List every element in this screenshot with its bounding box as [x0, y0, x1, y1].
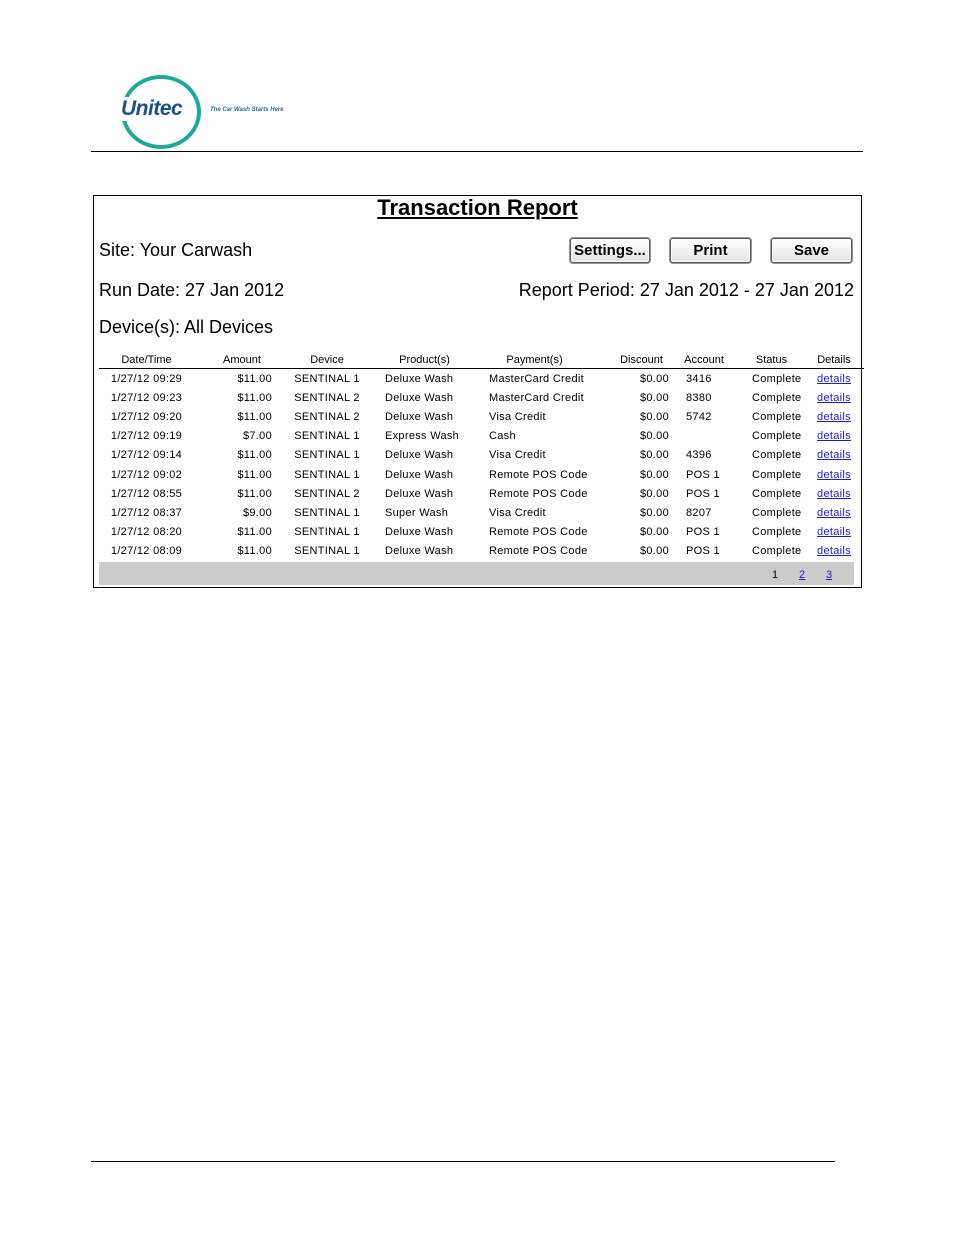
- cell-status: Complete: [752, 410, 802, 423]
- cell-discount: $0.00: [639, 468, 669, 481]
- cell-details: [804, 446, 864, 465]
- cell-payment: MasterCard Credit: [489, 391, 584, 404]
- footer-divider: [91, 1161, 835, 1162]
- cell-details: [804, 388, 864, 407]
- cell-date-time: 1/27/12 09:20: [110, 410, 183, 423]
- print-button[interactable]: Print: [670, 238, 751, 263]
- cell-account: POS 1: [686, 545, 720, 558]
- cell-amount: $11.00: [237, 372, 272, 385]
- details-link[interactable]: details: [817, 526, 851, 539]
- cell-product: Deluxe Wash: [385, 487, 454, 500]
- table-row: [99, 484, 864, 503]
- cell-device: SENTINAL 1: [294, 372, 360, 385]
- details-link[interactable]: details: [817, 410, 851, 423]
- cell-discount: $0.00: [639, 506, 669, 519]
- table-header-row: [99, 351, 864, 369]
- table-row: [99, 388, 864, 407]
- cell-details: [804, 523, 864, 542]
- cell-status: Complete: [752, 372, 802, 385]
- header-status[interactable]: Status: [739, 351, 804, 369]
- cell-details: [804, 407, 864, 426]
- details-link[interactable]: details: [817, 506, 851, 519]
- cell-amount: $11.00: [237, 391, 272, 404]
- report-title: Transaction Report: [377, 195, 578, 220]
- report-period-label: Report Period: 27 Jan 2012 - 27 Jan 2012: [518, 280, 854, 300]
- cell-device: SENTINAL 1: [294, 545, 360, 558]
- cell-amount: $11.00: [237, 410, 272, 423]
- table-row: [99, 446, 864, 465]
- cell-status: Complete: [752, 506, 802, 519]
- transactions-table: [99, 351, 864, 561]
- save-button[interactable]: Save: [771, 238, 852, 263]
- page-link-3[interactable]: 3: [826, 569, 833, 581]
- cell-payment: Cash: [489, 430, 516, 443]
- cell-product: Deluxe Wash: [385, 526, 454, 539]
- cell-amount: $11.00: [237, 449, 272, 462]
- page-link-2[interactable]: 2: [799, 569, 806, 581]
- cell-discount: $0.00: [639, 545, 669, 558]
- cell-payment: Visa Credit: [489, 449, 546, 462]
- cell-details: [804, 369, 864, 389]
- page-current: 1: [772, 569, 779, 581]
- logo-wordmark: Unitec: [121, 97, 183, 120]
- header-date-time[interactable]: Date/Time: [99, 351, 194, 369]
- cell-status: Complete: [752, 526, 802, 539]
- header-amount[interactable]: Amount: [194, 351, 272, 369]
- details-link[interactable]: details: [817, 430, 851, 443]
- table-row: [99, 465, 864, 484]
- cell-account: 5742: [686, 410, 712, 423]
- cell-status: Complete: [752, 449, 802, 462]
- details-link[interactable]: details: [817, 449, 851, 462]
- cell-amount: $9.00: [242, 506, 272, 519]
- cell-account: 8380: [686, 391, 712, 404]
- cell-account: 8207: [686, 506, 712, 519]
- cell-payment: Remote POS Code: [489, 487, 588, 500]
- details-link[interactable]: details: [817, 545, 851, 558]
- cell-amount: $7.00: [242, 430, 272, 443]
- cell-device: SENTINAL 1: [294, 449, 360, 462]
- cell-date-time: 1/27/12 09:29: [110, 372, 183, 385]
- cell-product: Deluxe Wash: [385, 545, 454, 558]
- cell-discount: $0.00: [639, 372, 669, 385]
- table-row: [99, 542, 864, 561]
- cell-account: POS 1: [686, 468, 720, 481]
- cell-discount: $0.00: [639, 410, 669, 423]
- cell-device: SENTINAL 2: [294, 487, 360, 500]
- header-products[interactable]: Product(s): [382, 351, 467, 369]
- cell-amount: $11.00: [237, 545, 272, 558]
- cell-details: [804, 542, 864, 561]
- cell-date-time: 1/27/12 08:20: [110, 526, 183, 539]
- cell-account: POS 1: [686, 487, 720, 500]
- cell-date-time: 1/27/12 08:55: [110, 487, 183, 500]
- header-device[interactable]: Device: [272, 351, 382, 369]
- cell-product: Deluxe Wash: [385, 410, 454, 423]
- cell-date-time: 1/27/12 08:37: [110, 506, 183, 519]
- header-discount[interactable]: Discount: [602, 351, 669, 369]
- cell-discount: $0.00: [639, 391, 669, 404]
- cell-payment: MasterCard Credit: [489, 372, 584, 385]
- cell-discount: $0.00: [639, 487, 669, 500]
- cell-status: Complete: [752, 391, 802, 404]
- cell-product: Deluxe Wash: [385, 391, 454, 404]
- site-label: Site: Your Carwash: [99, 240, 253, 260]
- cell-payment: Remote POS Code: [489, 468, 588, 481]
- cell-product: Deluxe Wash: [385, 372, 454, 385]
- cell-status: Complete: [752, 430, 802, 443]
- cell-payment: Remote POS Code: [489, 526, 588, 539]
- cell-device: SENTINAL 1: [294, 506, 360, 519]
- cell-status: Complete: [752, 468, 802, 481]
- unitec-logo: [118, 73, 308, 149]
- details-link[interactable]: details: [817, 372, 851, 385]
- cell-payment: Visa Credit: [489, 506, 546, 519]
- devices-label: Device(s): All Devices: [99, 317, 274, 337]
- cell-date-time: 1/27/12 09:19: [110, 430, 183, 443]
- logo-tagline: The Car Wash Starts Here: [210, 107, 284, 113]
- cell-product: Express Wash: [385, 430, 460, 443]
- cell-account: 4396: [686, 449, 712, 462]
- cell-date-time: 1/27/12 08:09: [110, 545, 183, 558]
- cell-account: 3416: [686, 372, 712, 385]
- cell-device: SENTINAL 2: [294, 391, 360, 404]
- pagination-bar: [99, 562, 854, 585]
- table-row: [99, 369, 864, 389]
- cell-payment: Visa Credit: [489, 410, 546, 423]
- cell-discount: $0.00: [639, 430, 669, 443]
- header-details: Details: [804, 351, 864, 369]
- cell-date-time: 1/27/12 09:23: [110, 391, 183, 404]
- cell-status: Complete: [752, 545, 802, 558]
- cell-details: [804, 427, 864, 446]
- cell-date-time: 1/27/12 09:14: [110, 449, 183, 462]
- cell-discount: $0.00: [639, 449, 669, 462]
- cell-details: [804, 484, 864, 503]
- details-link[interactable]: details: [817, 391, 851, 404]
- cell-details: [804, 465, 864, 484]
- table-row: [99, 503, 864, 522]
- cell-payment: Remote POS Code: [489, 545, 588, 558]
- cell-discount: $0.00: [639, 526, 669, 539]
- cell-device: SENTINAL 1: [294, 468, 360, 481]
- cell-status: Complete: [752, 487, 802, 500]
- transaction-report-window: [93, 195, 862, 588]
- details-link[interactable]: details: [817, 468, 851, 481]
- settings-button[interactable]: Settings...: [570, 238, 650, 263]
- details-link[interactable]: details: [817, 487, 851, 500]
- cell-amount: $11.00: [237, 487, 272, 500]
- header-account[interactable]: Account: [669, 351, 739, 369]
- cell-device: SENTINAL 2: [294, 410, 360, 423]
- cell-product: Super Wash: [385, 506, 449, 519]
- cell-details: [804, 503, 864, 522]
- cell-device: SENTINAL 1: [294, 526, 360, 539]
- header-divider: [91, 151, 863, 152]
- cell-date-time: 1/27/12 09:02: [110, 468, 183, 481]
- table-row: [99, 427, 864, 446]
- header-payments[interactable]: Payment(s): [467, 351, 602, 369]
- cell-account: POS 1: [686, 526, 720, 539]
- table-row: [99, 407, 864, 426]
- run-date-label: Run Date: 27 Jan 2012: [99, 280, 285, 300]
- table-row: [99, 523, 864, 542]
- cell-account: [669, 427, 739, 446]
- cell-product: Deluxe Wash: [385, 449, 454, 462]
- cell-device: SENTINAL 1: [294, 430, 360, 443]
- cell-product: Deluxe Wash: [385, 468, 454, 481]
- cell-amount: $11.00: [237, 468, 272, 481]
- cell-amount: $11.00: [237, 526, 272, 539]
